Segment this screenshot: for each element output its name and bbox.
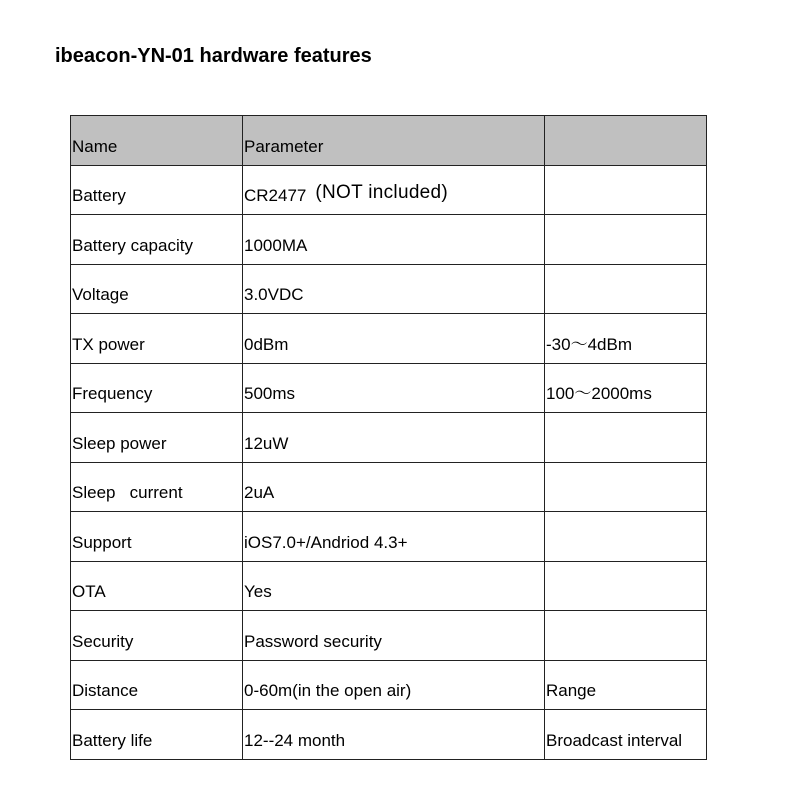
cell-extra <box>545 166 707 216</box>
cell-name: Battery <box>71 166 243 216</box>
parameter-note: (NOT included) <box>315 182 449 203</box>
cell-parameter: 3.0VDC <box>243 265 545 315</box>
cell-name: Voltage <box>71 265 243 315</box>
cell-parameter: Yes <box>243 562 545 612</box>
cell-parameter: 1000MA <box>243 215 545 265</box>
cell-extra: 100～2000ms <box>545 364 707 414</box>
cell-extra <box>545 215 707 265</box>
cell-extra <box>545 265 707 315</box>
cell-name: Security <box>71 611 243 661</box>
cell-name: Battery life <box>71 710 243 760</box>
cell-name: Frequency <box>71 364 243 414</box>
hardware-features-table <box>70 115 707 760</box>
cell-parameter: 2uA <box>243 463 545 513</box>
cell-name: OTA <box>71 562 243 612</box>
cell-name: Battery capacity <box>71 215 243 265</box>
cell-parameter: 12--24 month <box>243 710 545 760</box>
cell-parameter: 500ms <box>243 364 545 414</box>
header-cell-extra <box>545 116 707 166</box>
cell-extra: Range <box>545 661 707 711</box>
cell-extra <box>545 463 707 513</box>
cell-extra <box>545 562 707 612</box>
cell-parameter: 0dBm <box>243 314 545 364</box>
cell-parameter: Password security <box>243 611 545 661</box>
cell-extra: -30～4dBm <box>545 314 707 364</box>
cell-extra <box>545 413 707 463</box>
header-cell-parameter: Parameter <box>243 116 545 166</box>
cell-extra: Broadcast interval <box>545 710 707 760</box>
cell-parameter: iOS7.0+/Andriod 4.3+ <box>243 512 545 562</box>
cell-parameter: 0-60m(in the open air) <box>243 661 545 711</box>
document-title: ibeacon-YN-01 hardware features <box>55 45 372 67</box>
parameter-value: CR2477 <box>244 186 307 205</box>
cell-extra <box>545 512 707 562</box>
cell-name: Sleep current <box>71 463 243 513</box>
cell-name: TX power <box>71 314 243 364</box>
header-cell-name: Name <box>71 116 243 166</box>
cell-parameter <box>243 166 545 216</box>
cell-parameter: 12uW <box>243 413 545 463</box>
cell-name: Support <box>71 512 243 562</box>
cell-name: Sleep power <box>71 413 243 463</box>
cell-name: Distance <box>71 661 243 711</box>
cell-extra <box>545 611 707 661</box>
